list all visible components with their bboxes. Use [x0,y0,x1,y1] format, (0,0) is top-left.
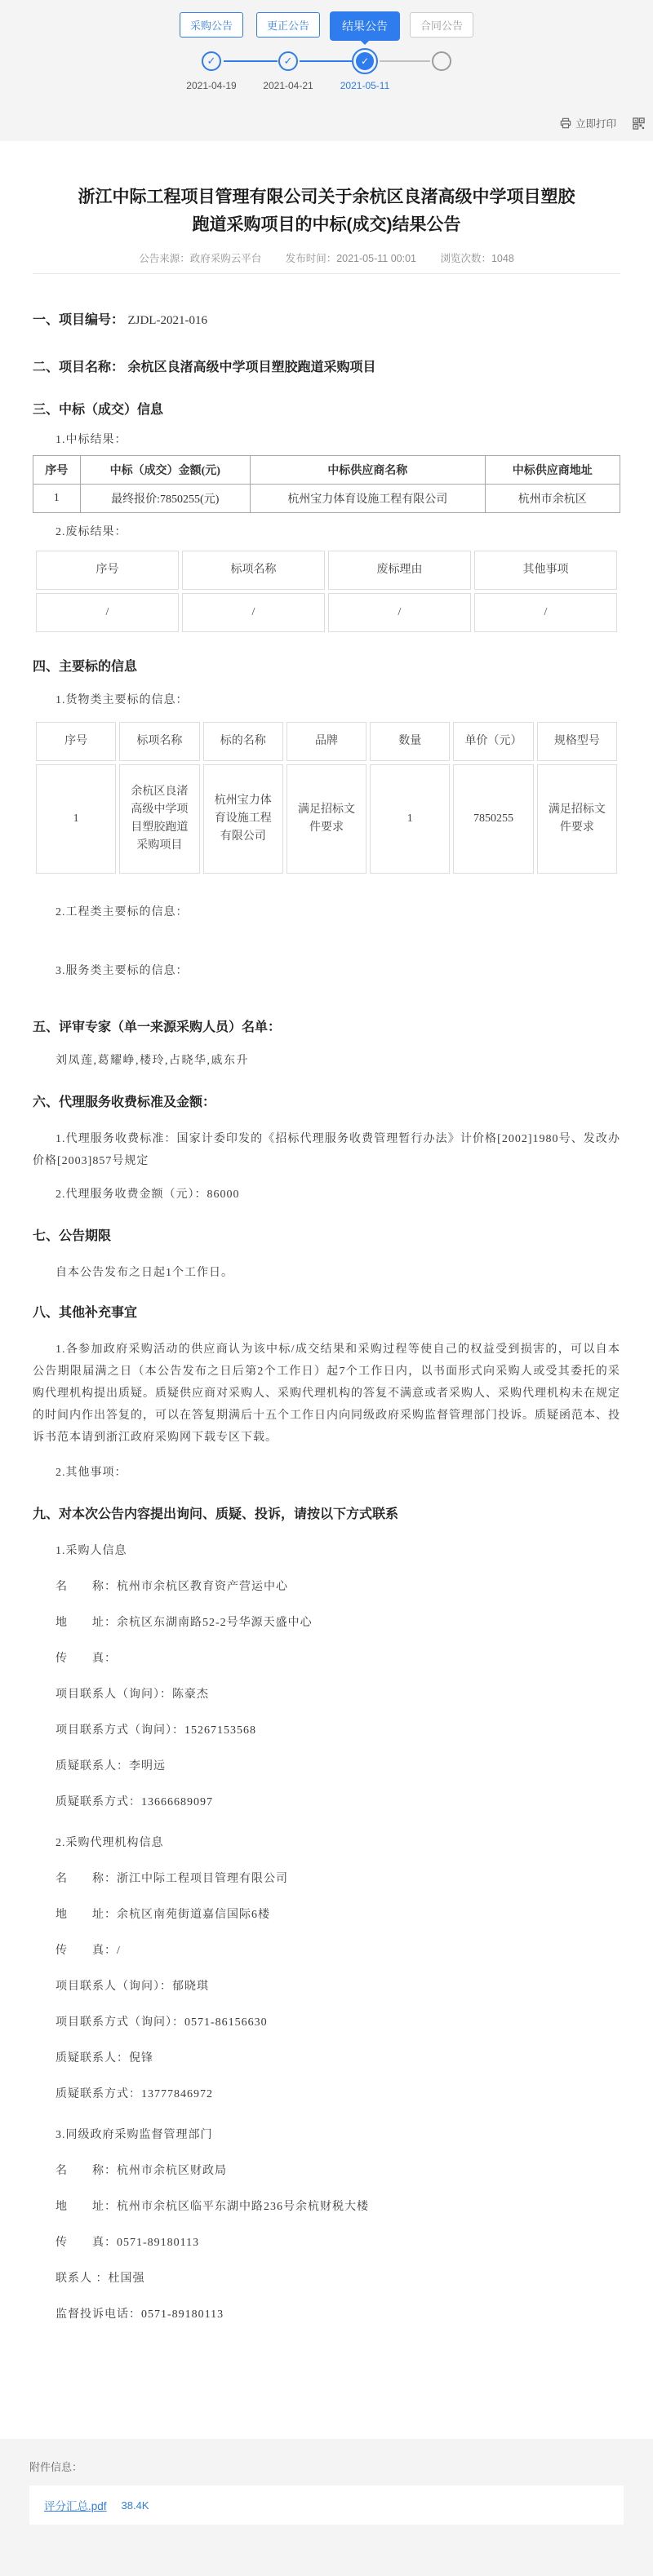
section-supplementary-heading: 八、其他补充事宜 [33,1306,138,1320]
section-contact-heading: 九、对本次公告内容提出询问、质疑、投诉，请按以下方式联系 [33,1507,399,1521]
attachment-footer [0,2439,653,2576]
supplementary-paragraph: 1.各参加政府采购活动的供应商认为该中标/成交结果和采购过程等使自己的权益受到损害的，可以自本公告期限届满之日（本公告发布之日后第2个工作日）起7个工作日内，以书面形式向采购人或受其委托的采购代理机构提出质疑。质疑供应商对采购人、采购代理机构的答复不满意或者采购人、采购代理机构未在规定的时间内作出答复的，可以在答复期满后十五个工作日内向同级政府采购监督管理部门投诉。质疑函范本、投诉书范本请到浙江政府采购网下载专区下载。 [33,1343,620,1444]
col-header: 数量 [370,722,450,761]
agency-name: 名 称：浙江中际工程项目管理有限公司 [56,1873,288,1885]
announcement-body [0,141,653,2439]
experts-names: 刘凤莲,葛耀峥,楼玲,占晓华,戚东升 [56,1055,249,1067]
purchaser-query-contact: 质疑联系人：李明远 [56,1760,166,1773]
agency-project-contact: 项目联系人（询问）：郁晓琪 [56,1981,209,1993]
purchaser-address: 地 址：余杭区东湖南路52-2号华源天盛中心 [56,1617,313,1629]
engineering-subject-subheading: 2.工程类主要标的信息： [56,906,189,918]
meta-views: 浏览次数：1048 [440,253,514,264]
section-main-subject-heading: 四、主要标的信息 [33,660,138,674]
section-agency-fee-heading: 六、代理服务收费标准及金额： [33,1095,216,1109]
step-check-icon: ✓ [278,51,298,71]
print-button[interactable] [560,116,616,131]
attachment-file-link[interactable]: 评分汇总.pdf [44,2500,107,2512]
tab-contract-notice[interactable]: 合同公告 [410,12,473,38]
announcement-stepper-header [0,0,653,141]
supervisor-contact: 联系人 ：杜国强 [56,2273,145,2285]
step-correction [250,8,326,91]
step-date: 2021-04-21 [263,80,313,91]
purchaser-query-phone: 质疑联系方式：13666689097 [56,1796,213,1808]
supervisor-address: 地 址：杭州市余杭区临平东湖中路236号余杭财税大楼 [56,2201,369,2213]
col-header: 规格型号 [537,722,617,761]
col-header: 序号 [36,722,116,761]
table-row [36,593,617,632]
project-name-value: 余杭区良渚高级中学项目塑胶跑道采购项目 [127,361,376,374]
stepper-connector [300,60,352,62]
stepper-connector [224,60,278,62]
col-header: 标项名称 [119,722,199,761]
table-row [36,764,617,874]
col-header: 单价（元） [453,722,533,761]
section-award-info-heading: 三、中标（成交）信息 [33,403,164,417]
agency-fee-standard: 1.代理服务收费标准：国家计委印发的《招标代理服务收费管理暂行办法》计价格[2002]1980号、发改办价格[2003]857号规定 [33,1133,620,1167]
supervisor-fax: 传 真：0571-89180113 [56,2237,200,2249]
col-header: 其他事项 [474,551,617,590]
purchaser-fax: 传 真： [56,1653,117,1665]
tab-result-notice[interactable]: 结果公告 [330,11,400,41]
col-header: 废标理由 [328,551,471,590]
agency-query-phone: 质疑联系方式：13777846972 [56,2088,213,2100]
cell: 满足招标文件要求 [537,764,617,874]
step-current-ring [352,48,378,74]
cell: / [182,593,325,632]
step-result [326,8,403,91]
step-date-active: 2021-05-11 [340,80,390,91]
tab-correction-notice[interactable]: 更正公告 [256,12,320,38]
section-notice-period-heading: 七、公告期限 [33,1229,112,1243]
agency-info-title: 2.采购代理机构信息 [56,1837,164,1849]
cell: 满足招标文件要求 [287,764,366,874]
stepper [173,0,480,91]
meta-publish-time: 发布时间：2021-05-11 00:01 [285,253,416,264]
cell: 杭州宝力体育设施工程有限公司 [251,485,486,513]
step-check-icon: ✓ [356,52,374,70]
step-check-icon: ✓ [202,51,221,71]
divider [33,273,620,274]
rejected-result-subheading: 2.废标结果： [56,526,127,538]
col-header: 标项名称 [182,551,325,590]
attachment-label: 附件信息： [29,2461,83,2473]
cell: 1 [370,764,450,874]
purchaser-name: 名 称：杭州市余杭区教育资产营运中心 [56,1581,288,1593]
step-contract [403,8,480,91]
cell: / [474,593,617,632]
col-header: 中标供应商地址 [485,456,620,485]
supervisor-info-title: 3.同级政府采购监督管理部门 [56,2129,213,2141]
attachment-file-size: 38.4K [121,2499,149,2512]
agency-project-phone: 项目联系方式（询问）：0571-86156630 [56,2016,268,2029]
cell: 1 [33,485,81,513]
step-procurement [173,8,250,91]
table-row [33,485,620,513]
col-header: 标的名称 [203,722,283,761]
agency-fax: 传 真：/ [56,1945,121,1957]
supplementary-other: 2.其他事项： [56,1467,127,1479]
award-result-subheading: 1.中标结果： [56,434,127,446]
goods-subject-subheading: 1.货物类主要标的信息： [56,694,189,706]
attachment-row [29,2485,624,2525]
doc-meta [33,250,620,265]
purchaser-project-contact: 项目联系人（询问）：陈豪杰 [56,1689,209,1701]
printer-icon [560,117,571,129]
cell: 1 [36,764,116,874]
print-label: 立即打印 [575,118,616,130]
step-date: 2021-04-19 [186,80,237,91]
cell: / [328,593,471,632]
qr-code-button[interactable] [633,117,645,130]
award-result-table [33,455,620,513]
purchaser-info-title: 1.采购人信息 [56,1545,127,1557]
col-header: 序号 [36,551,179,590]
stepper-connector [380,60,430,62]
toolbar [560,116,645,131]
page-title: 浙江中际工程项目管理有限公司关于余杭区良渚高级中学项目塑胶 跑道采购项目的中标(成交)结果公告 [78,188,575,234]
goods-subject-table [33,719,620,877]
cell: 7850255 [453,764,533,874]
section-project-name: 二、项目名称： 余杭区良渚高级中学项目塑胶跑道采购项目 [33,361,376,374]
agency-query-contact: 质疑联系人：倪锋 [56,2052,153,2065]
cell: 余杭区良渚高级中学项目塑胶跑道采购项目 [119,764,199,874]
rejected-result-table [33,547,620,635]
step-empty-circle-icon [432,51,451,71]
purchaser-project-phone: 项目联系方式（询问）：15267153568 [56,1724,256,1737]
col-header: 品牌 [287,722,366,761]
cell: 最终报价:7850255(元) [80,485,251,513]
supervisor-complaint-phone: 监督投诉电话：0571-89180113 [56,2308,224,2321]
meta-source: 公告来源：政府采购云平台 [139,253,262,264]
qr-code-icon [633,117,645,130]
col-header: 序号 [33,456,81,485]
service-subject-subheading: 3.服务类主要标的信息： [56,965,189,977]
section-project-number: 一、项目编号： ZJDL-2021-016 [33,313,207,327]
col-header: 中标供应商名称 [251,456,486,485]
supervisor-name: 名 称：杭州市余杭区财政局 [56,2165,227,2177]
cell: 杭州市余杭区 [485,485,620,513]
project-number-value: ZJDL-2021-016 [127,314,207,327]
cell: 杭州宝力体育设施工程有限公司 [203,764,283,874]
agency-address: 地 址：余杭区南苑街道嘉信国际6楼 [56,1909,270,1921]
notice-period-body: 自本公告发布之日起1个工作日。 [56,1267,233,1279]
agency-fee-amount: 2.代理服务收费金额（元）：86000 [56,1188,240,1201]
col-header: 中标（成交）金额(元) [80,456,251,485]
tab-procurement-notice[interactable]: 采购公告 [180,12,243,38]
section-experts-heading: 五、评审专家（单一来源采购人员）名单： [33,1020,282,1034]
cell: / [36,593,179,632]
